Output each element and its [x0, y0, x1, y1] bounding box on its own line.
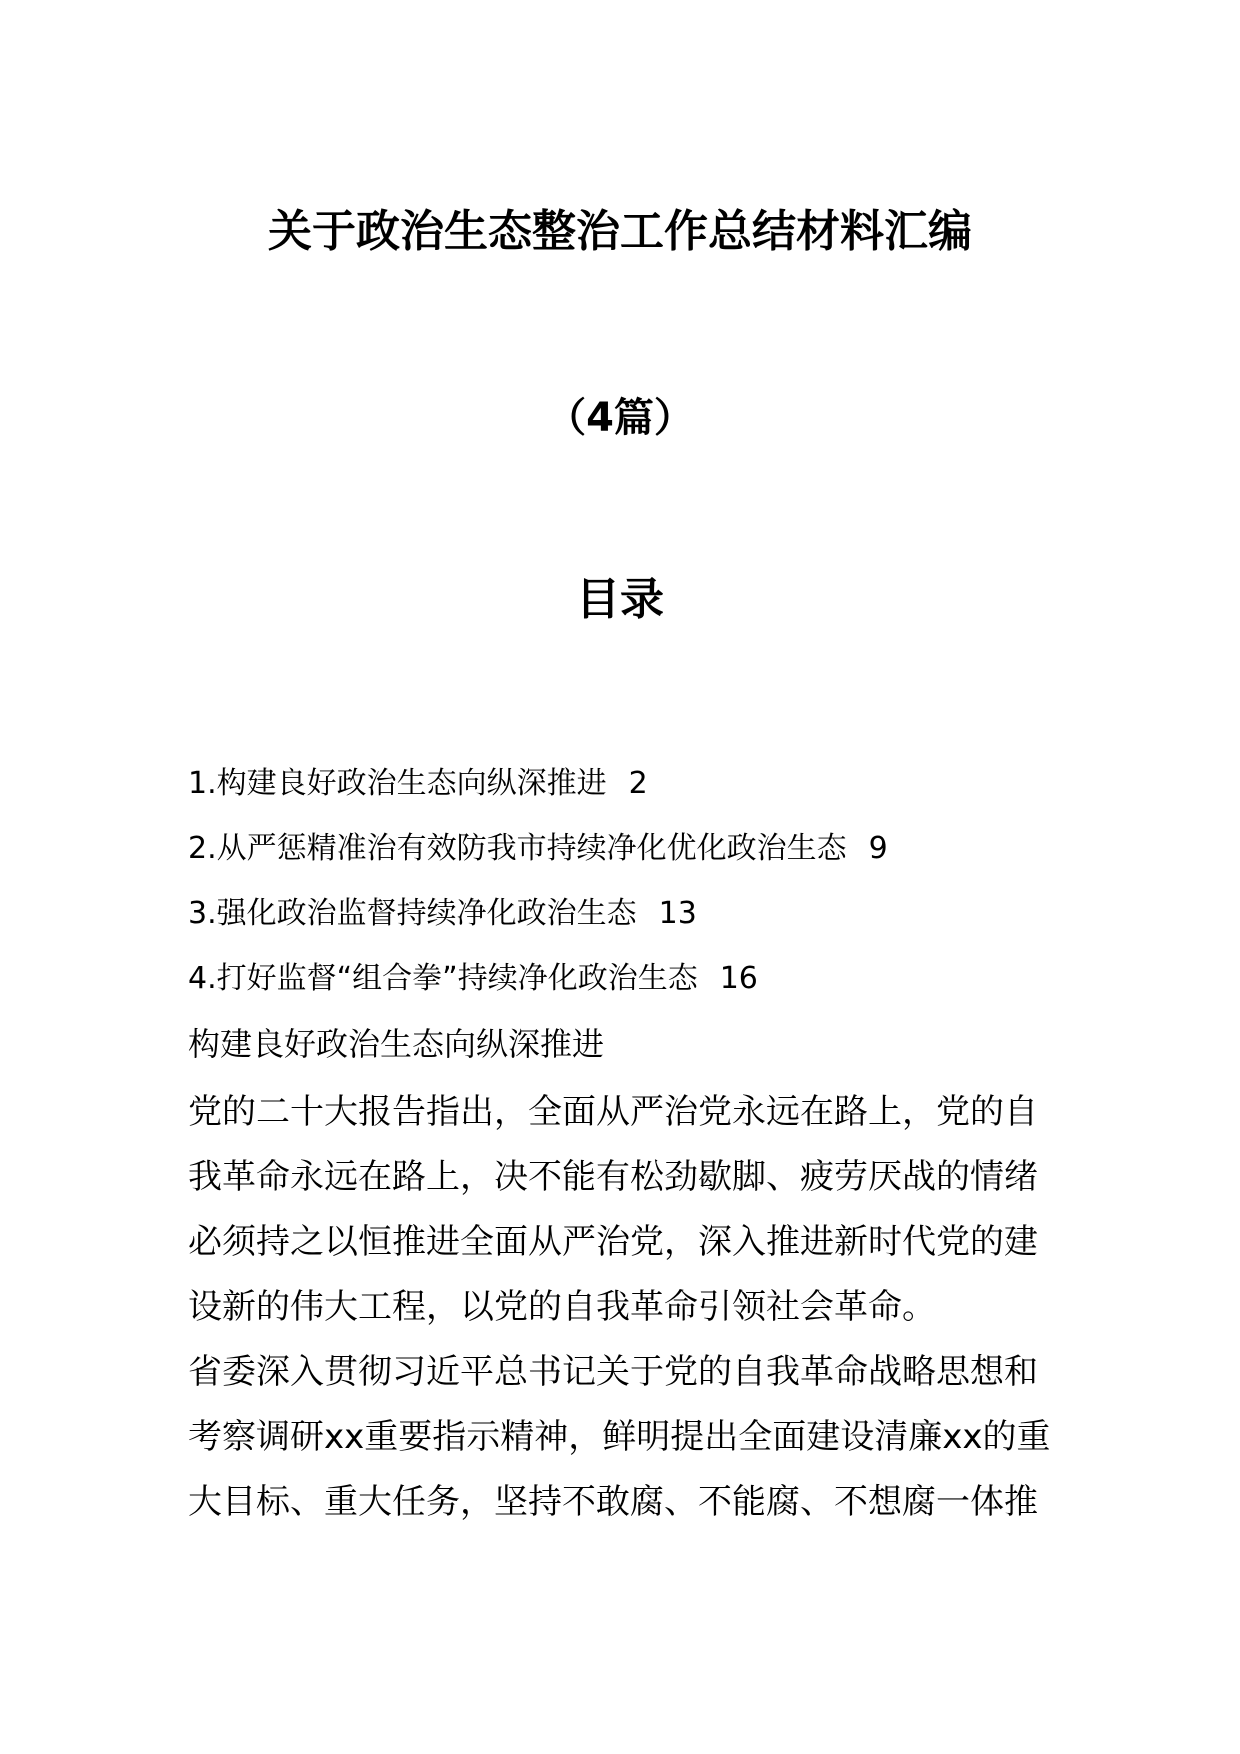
toc-entry[interactable]	[188, 955, 1068, 1020]
document-title: 关于政治生态整治工作总结材料汇编	[268, 206, 972, 257]
document-count: （4篇）	[546, 395, 694, 441]
toc-entry-label: 4.打好监督“组合拳”持续净化政治生态	[188, 961, 698, 996]
toc-entry-label: 1.构建良好政治生态向纵深推进	[188, 766, 607, 801]
toc-entry-label: 3.强化政治监督持续净化政治生态	[188, 896, 637, 931]
toc-entry-page: 2	[628, 766, 648, 801]
toc-heading: 目录	[576, 574, 664, 625]
body-paragraph: 党的二十大报告指出，全面从严治党永远在路上，党的自我革命永远在路上，决不能有松劲歇脚、疲劳厌战的情绪必须持之以恒推进全面从严治党，深入推进新时代党的建设新的伟大工程，以党的自我革命引领社会革命。	[188, 1092, 1038, 1327]
toc-entry[interactable]	[188, 760, 1068, 825]
toc-entry-page: 16	[719, 961, 758, 996]
toc-entry-page: 9	[868, 831, 888, 866]
section-heading: 构建良好政治生态向纵深推进	[188, 1025, 605, 1063]
toc-entry[interactable]	[188, 890, 1068, 955]
toc-entry-label: 2.从严惩精准治有效防我市持续净化优化政治生态	[188, 831, 847, 866]
table-of-contents	[188, 760, 1068, 1020]
body-paragraph: 省委深入贯彻习近平总书记关于党的自我革命战略思想和考察调研xx重要指示精神，鲜明提出全面建设清廉xx的重大目标、重大任务，坚持不敢腐、不能腐、不想腐一体推	[188, 1352, 1051, 1522]
toc-entry[interactable]	[188, 825, 1068, 890]
toc-entry-page: 13	[658, 896, 697, 931]
